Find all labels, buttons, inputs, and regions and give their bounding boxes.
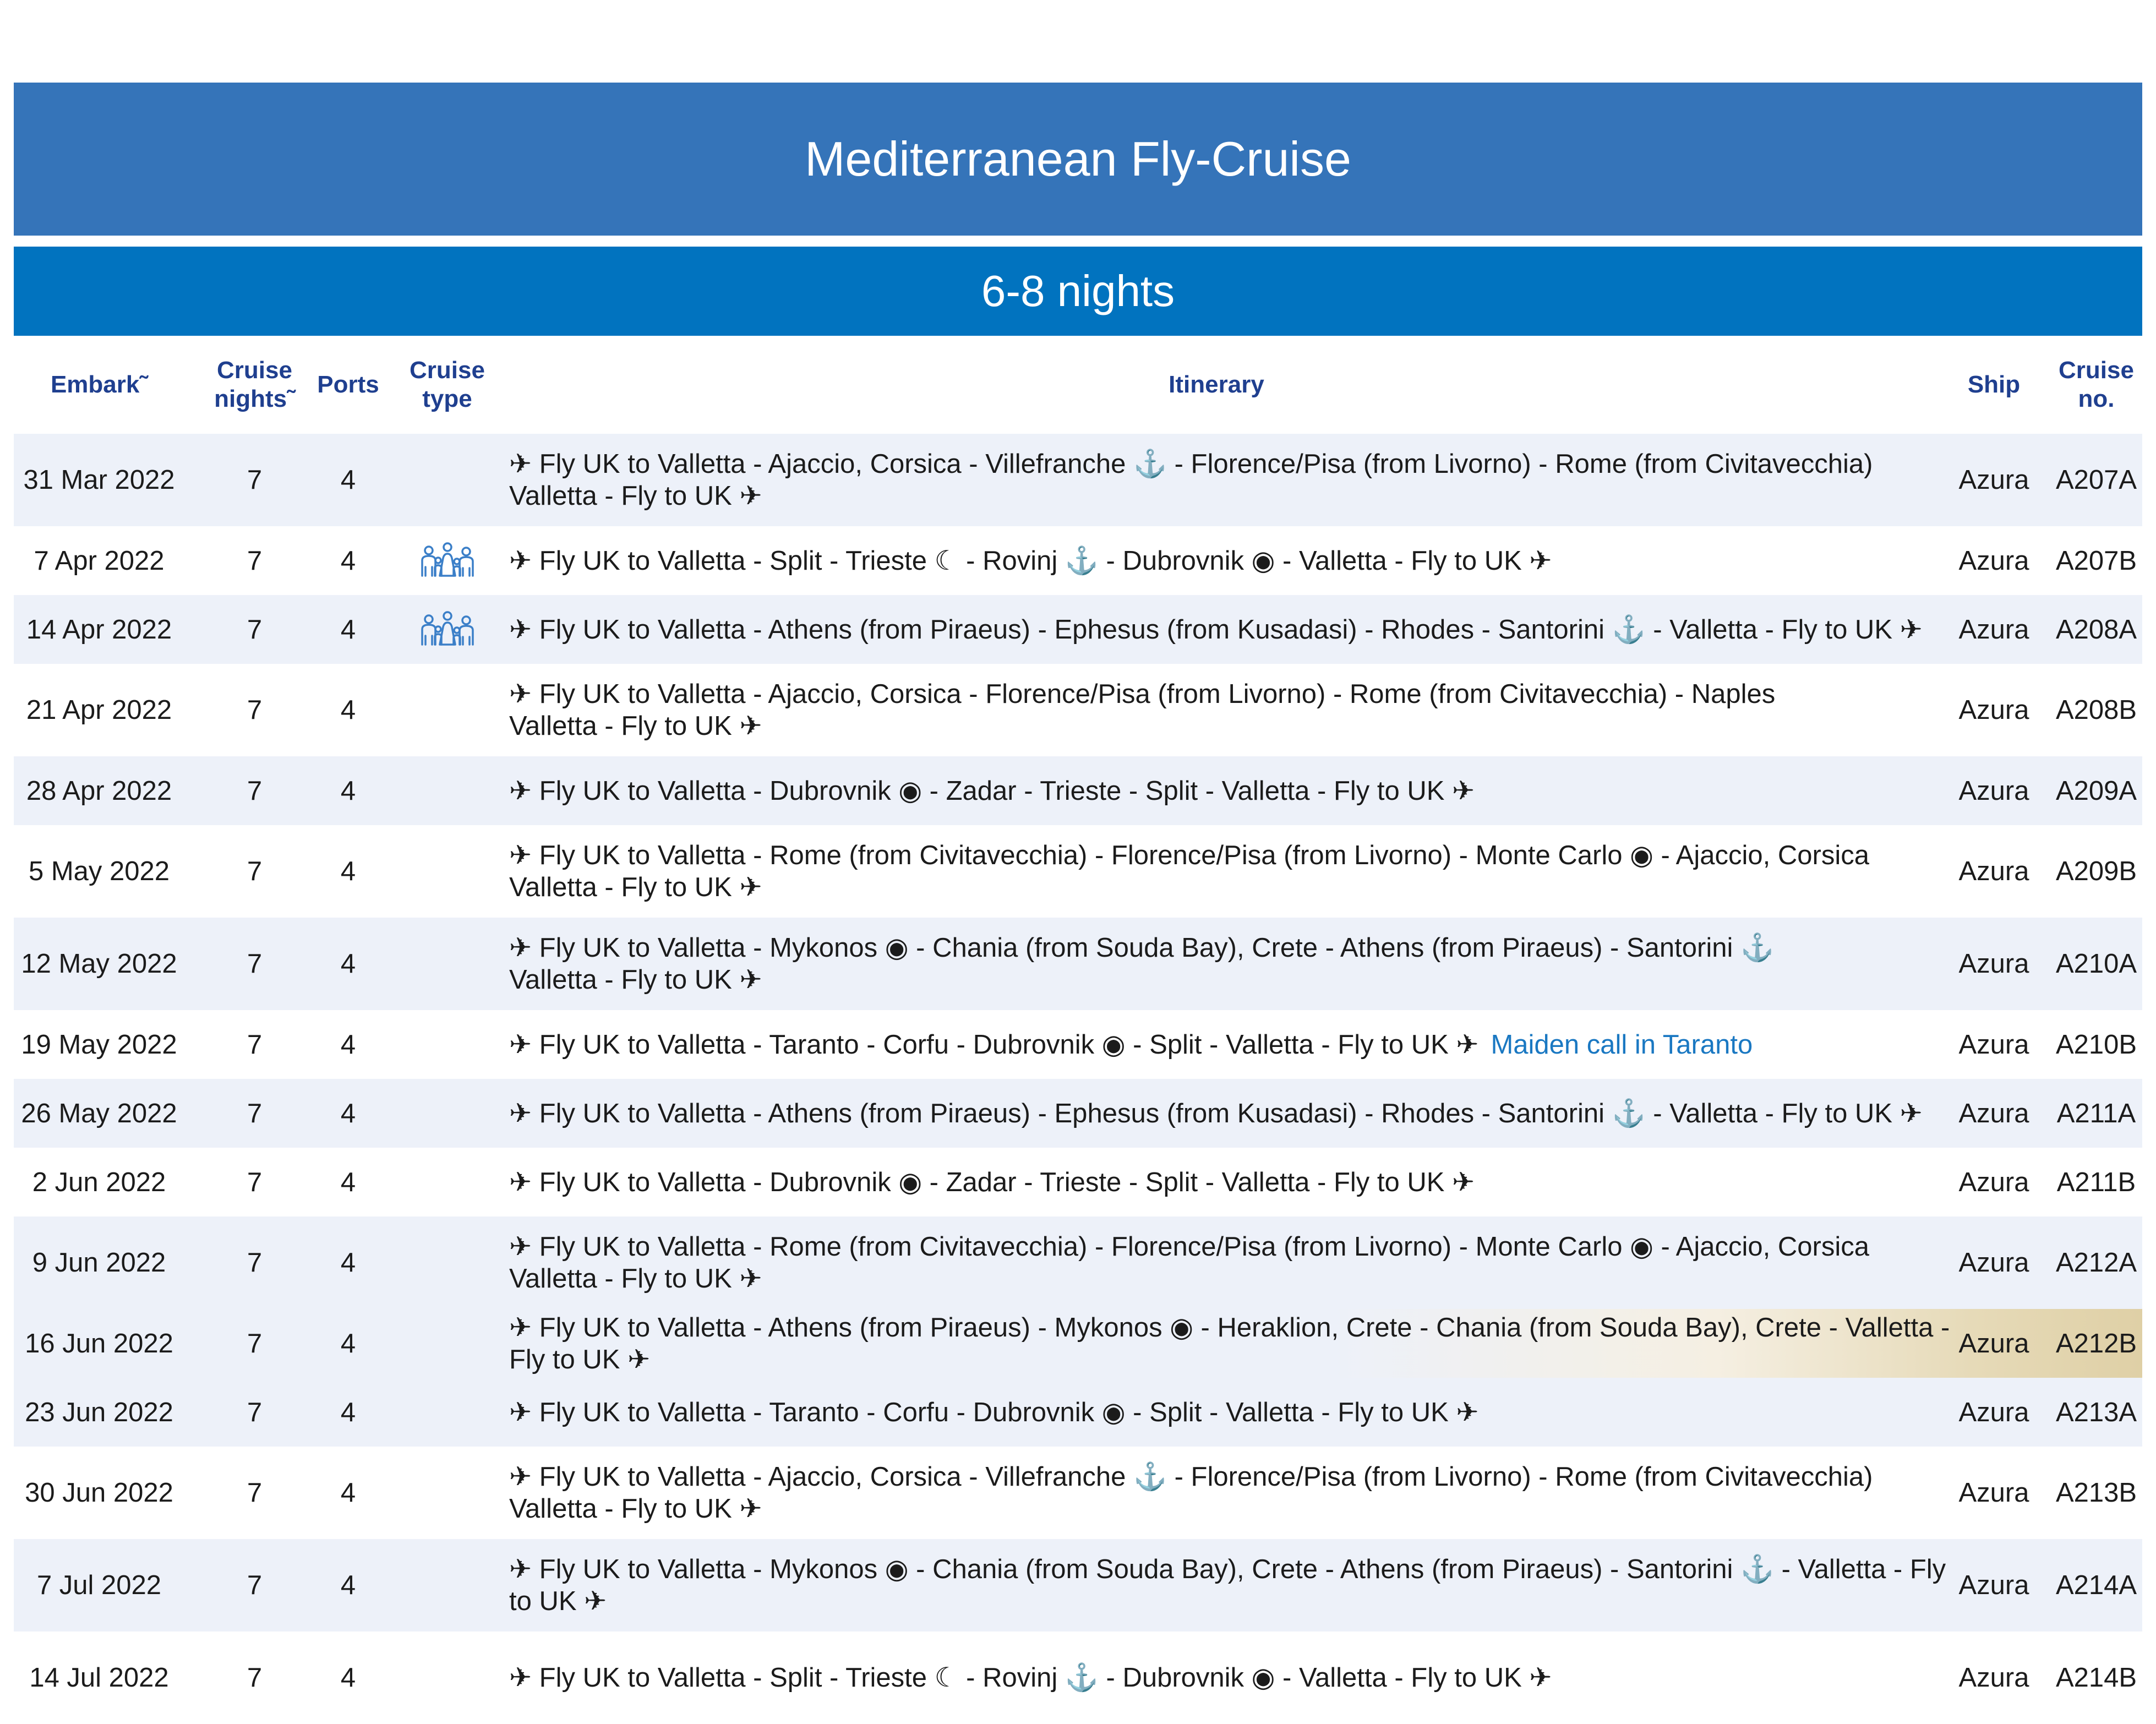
ports-count: 4 [340, 1029, 356, 1060]
embark-date: 16 Jun 2022 [25, 1328, 173, 1359]
itinerary-text: Valletta - Fly to UK ✈ [509, 711, 762, 741]
ship-name: Azura [1958, 1167, 2029, 1197]
header-ports: Ports [317, 371, 379, 398]
cruise-number: A210B [2055, 1029, 2137, 1060]
duration-band [14, 247, 2142, 336]
cruise-number: A210A [2055, 949, 2137, 979]
itinerary-line [509, 1231, 1869, 1263]
table-row [14, 756, 2142, 825]
ship-name: Azura [1958, 949, 2029, 979]
table-row [14, 664, 2142, 756]
table-row [14, 1148, 2142, 1216]
page-title: Mediterranean Fly-Cruise [805, 132, 1351, 186]
embark-date: 21 Apr 2022 [26, 695, 172, 725]
ship-name: Azura [1958, 1570, 2029, 1600]
table-header [14, 336, 2142, 434]
itinerary-line [509, 614, 1923, 646]
cruise-number: A209A [2055, 776, 2137, 806]
ports-count: 4 [340, 465, 356, 495]
itinerary-text: ✈ Fly UK to Valletta - Split - Trieste ☾ - Rovinj ⚓ - Dubrovnik ◉ - Valletta - Fly to UK ✈ [509, 1663, 1552, 1693]
itinerary-text: ✈ Fly UK to Valletta - Athens (from Piraeus) - Mykonos ◉ - Heraklion, Crete - Chania (from Souda Bay), Crete - Valletta - Fly to UK ✈ [509, 1312, 1950, 1374]
itinerary [495, 918, 1951, 1010]
cruise-type [399, 1309, 495, 1378]
ports-count: 4 [340, 1663, 356, 1693]
itinerary [495, 1632, 1951, 1724]
itinerary-text: ✈ Fly UK to Valletta - Athens (from Piraeus) - Ephesus (from Kusadasi) - Rhodes - Santorini ⚓ - Valletta - Fly to UK ✈ [509, 1098, 1923, 1128]
itinerary-text: Valletta - Fly to UK ✈ [509, 481, 762, 511]
table-row [14, 825, 2142, 918]
itinerary-line [509, 1461, 1873, 1493]
duration-subtitle: 6-8 nights [981, 266, 1175, 315]
cruise-type [399, 1378, 495, 1447]
ports-count: 4 [340, 776, 356, 806]
embark-date: 19 May 2022 [21, 1029, 177, 1060]
cruise-nights: 7 [247, 1478, 263, 1508]
itinerary [495, 434, 1951, 526]
table-row [14, 1447, 2142, 1539]
cruise-nights: 7 [247, 856, 263, 886]
ship-name: Azura [1958, 545, 2029, 576]
itinerary-line [509, 1553, 1951, 1617]
itinerary-line [509, 1263, 1869, 1295]
embark-date: 14 Apr 2022 [26, 614, 172, 645]
ship-name: Azura [1958, 856, 2029, 886]
table-row [14, 526, 2142, 595]
table-row [14, 1378, 2142, 1447]
header-itinerary: Itinerary [1169, 371, 1264, 398]
cruise-type [399, 434, 495, 526]
itinerary-text: ✈ Fly UK to Valletta - Mykonos ◉ - Chania (from Souda Bay), Crete - Athens (from Piraeus) - Santorini ⚓ - Valletta - Fly to UK ✈ [509, 1554, 1946, 1616]
itinerary-text: ✈ Fly UK to Valletta - Ajaccio, Corsica - Villefranche ⚓ - Florence/Pisa (from Livorno) - Rome (from Civitavecchia) [509, 449, 1873, 479]
itinerary [495, 664, 1951, 756]
itinerary-line [509, 932, 1774, 964]
itinerary [495, 595, 1951, 664]
cruise-type [399, 1447, 495, 1539]
embark-date: 23 Jun 2022 [25, 1397, 173, 1427]
ports-count: 4 [340, 1478, 356, 1508]
ship-name: Azura [1958, 1478, 2029, 1508]
ship-name: Azura [1958, 614, 2029, 645]
itinerary-line [509, 1098, 1923, 1130]
embark-date: 5 May 2022 [28, 856, 170, 886]
itinerary-line [509, 710, 1775, 742]
embark-date: 28 Apr 2022 [26, 776, 172, 806]
cruise-number: A208B [2055, 695, 2137, 725]
ports-count: 4 [340, 949, 356, 979]
ports-count: 4 [340, 1397, 356, 1427]
cruise-type [399, 1079, 495, 1148]
cruise-type [399, 1539, 495, 1632]
cruise-nights: 7 [247, 949, 263, 979]
itinerary [495, 1216, 1951, 1309]
cruise-type [399, 595, 495, 664]
ship-name: Azura [1958, 1098, 2029, 1128]
cruise-nights: 7 [247, 1570, 263, 1600]
cruise-number: A214A [2055, 1570, 2137, 1600]
itinerary-text: Valletta - Fly to UK ✈ [509, 1494, 762, 1524]
itinerary [495, 756, 1951, 825]
cruise-nights: 7 [247, 545, 263, 576]
embark-date: 9 Jun 2022 [32, 1248, 166, 1278]
cruise-nights: 7 [247, 1167, 263, 1197]
embark-date: 12 May 2022 [21, 949, 177, 979]
table-row [14, 434, 2142, 526]
family-icon [418, 542, 477, 580]
itinerary-line [509, 871, 1869, 903]
cruise-type [399, 1010, 495, 1079]
page-title-band [14, 83, 2142, 236]
itinerary [495, 1447, 1951, 1539]
ports-count: 4 [340, 695, 356, 725]
cruise-number: A208A [2055, 614, 2137, 645]
itinerary [495, 1010, 1951, 1079]
header-cruise-no: Cruise no. [2059, 357, 2134, 412]
cruise-nights: 7 [247, 695, 263, 725]
itinerary-text: Valletta - Fly to UK ✈ [509, 965, 762, 995]
itinerary-line [509, 1493, 1873, 1525]
cruise-number: A211A [2056, 1098, 2136, 1128]
table-row [14, 1632, 2142, 1724]
cruise-nights: 7 [247, 1397, 263, 1427]
itinerary-line [509, 1396, 1478, 1428]
itinerary-text: Valletta - Fly to UK ✈ [509, 1264, 762, 1294]
itinerary-text: ✈ Fly UK to Valletta - Athens (from Piraeus) - Ephesus (from Kusadasi) - Rhodes - Santorini ⚓ - Valletta - Fly to UK ✈ [509, 614, 1923, 645]
ship-name: Azura [1958, 465, 2029, 495]
header-cruise-type: Cruise type [410, 357, 485, 412]
itinerary-line [509, 964, 1774, 996]
ports-count: 4 [340, 1248, 356, 1278]
cruise-number: A211B [2056, 1167, 2136, 1197]
table-row [14, 918, 2142, 1010]
itinerary-line [509, 839, 1869, 871]
itinerary-line [509, 545, 1552, 577]
table-row [14, 1010, 2142, 1079]
itinerary-line [509, 678, 1775, 710]
ship-name: Azura [1958, 1663, 2029, 1693]
table-row [14, 1079, 2142, 1148]
ports-count: 4 [340, 1167, 356, 1197]
cruise-nights: 7 [247, 1029, 263, 1060]
ports-count: 4 [340, 856, 356, 886]
ship-name: Azura [1958, 1029, 2029, 1060]
maiden-call-note: Maiden call in Taranto [1491, 1029, 1753, 1060]
ship-name: Azura [1958, 1328, 2029, 1359]
cruise-type [399, 1216, 495, 1309]
embark-date: 14 Jul 2022 [29, 1663, 169, 1693]
cruise-number: A212B [2055, 1328, 2137, 1359]
itinerary-text: ✈ Fly UK to Valletta - Ajaccio, Corsica - Florence/Pisa (from Livorno) - Rome (from Civitavecchia) - Naples [509, 679, 1776, 709]
itinerary-line [509, 1312, 1951, 1376]
cruise-type [399, 526, 495, 595]
itinerary-text: ✈ Fly UK to Valletta - Rome (from Civitavecchia) - Florence/Pisa (from Livorno) - Monte Carlo ◉ - Ajaccio, Corsica [509, 841, 1869, 870]
ports-count: 4 [340, 545, 356, 576]
ship-name: Azura [1958, 695, 2029, 725]
cruise-nights: 7 [247, 614, 263, 645]
table-row [14, 1216, 2142, 1309]
itinerary-text: ✈ Fly UK to Valletta - Split - Trieste ☾ - Rovinj ⚓ - Dubrovnik ◉ - Valletta - Fly to UK ✈ [509, 545, 1552, 576]
cruise-number: A207A [2055, 465, 2137, 495]
cruise-number: A213B [2055, 1478, 2137, 1508]
cruise-nights: 7 [247, 776, 263, 806]
ports-count: 4 [340, 1328, 356, 1359]
itinerary [495, 1079, 1951, 1148]
cruise-number: A207B [2055, 545, 2137, 576]
cruise-number: A209B [2055, 856, 2137, 886]
cruise-table-body [14, 434, 2142, 1724]
itinerary [495, 1539, 1951, 1632]
ports-count: 4 [340, 1098, 356, 1128]
itinerary [495, 526, 1951, 595]
embark-date: 30 Jun 2022 [25, 1478, 173, 1508]
itinerary-line [509, 1029, 1753, 1061]
cruise-type [399, 918, 495, 1010]
itinerary-line [509, 1166, 1475, 1198]
cruise-type [399, 664, 495, 756]
itinerary-text: ✈ Fly UK to Valletta - Dubrovnik ◉ - Zadar - Trieste - Split - Valletta - Fly to UK ✈ [509, 776, 1475, 806]
itinerary [495, 1148, 1951, 1216]
header-ship: Ship [1967, 371, 2021, 398]
cruise-nights: 7 [247, 1663, 263, 1693]
itinerary-line [509, 448, 1873, 480]
embark-date: 2 Jun 2022 [32, 1167, 166, 1197]
itinerary-text: ✈ Fly UK to Valletta - Rome (from Civitavecchia) - Florence/Pisa (from Livorno) - Monte Carlo ◉ - Ajaccio, Corsica [509, 1232, 1869, 1262]
itinerary-text: Valletta - Fly to UK ✈ [509, 872, 762, 902]
embark-date: 7 Apr 2022 [34, 545, 165, 576]
itinerary [495, 1378, 1951, 1447]
cruise-type [399, 1632, 495, 1724]
cruise-number: A214B [2055, 1663, 2137, 1693]
table-row [14, 595, 2142, 664]
table-row [14, 1539, 2142, 1632]
itinerary [495, 825, 1951, 918]
cruise-number: A213A [2055, 1397, 2137, 1427]
header-cruise-nights: Cruise nights˜ [214, 357, 295, 412]
cruise-nights: 7 [247, 1098, 263, 1128]
itinerary-text: ✈ Fly UK to Valletta - Dubrovnik ◉ - Zadar - Trieste - Split - Valletta - Fly to UK ✈ [509, 1167, 1475, 1197]
itinerary-text: ✈ Fly UK to Valletta - Mykonos ◉ - Chania (from Souda Bay), Crete - Athens (from Piraeus) - Santorini ⚓ [509, 933, 1774, 963]
ports-count: 4 [340, 1570, 356, 1600]
family-icon [418, 610, 477, 649]
itinerary [495, 1309, 1951, 1378]
itinerary-text: ✈ Fly UK to Valletta - Taranto - Corfu - Dubrovnik ◉ - Split - Valletta - Fly to UK ✈ [509, 1029, 1479, 1060]
ship-name: Azura [1958, 1397, 2029, 1427]
cruise-nights: 7 [247, 465, 263, 495]
cruise-number: A212A [2055, 1248, 2137, 1278]
itinerary-text: ✈ Fly UK to Valletta - Taranto - Corfu - Dubrovnik ◉ - Split - Valletta - Fly to UK ✈ [509, 1397, 1479, 1427]
ports-count: 4 [340, 614, 356, 645]
itinerary-line [509, 775, 1475, 807]
itinerary-line [509, 480, 1873, 512]
ship-name: Azura [1958, 1248, 2029, 1278]
cruise-type [399, 825, 495, 918]
cruise-type [399, 1148, 495, 1216]
embark-date: 7 Jul 2022 [36, 1570, 162, 1600]
embark-date: 31 Mar 2022 [23, 465, 175, 495]
itinerary-text: ✈ Fly UK to Valletta - Ajaccio, Corsica - Villefranche ⚓ - Florence/Pisa (from Livorno) - Rome (from Civitavecchia) [509, 1462, 1873, 1492]
ship-name: Azura [1958, 776, 2029, 806]
cruise-nights: 7 [247, 1248, 263, 1278]
itinerary-line [509, 1662, 1552, 1694]
header-embark: Embark˜ [50, 371, 148, 398]
cruise-nights: 7 [247, 1328, 263, 1359]
table-row [14, 1309, 2142, 1378]
embark-date: 26 May 2022 [21, 1098, 177, 1128]
cruise-type [399, 756, 495, 825]
